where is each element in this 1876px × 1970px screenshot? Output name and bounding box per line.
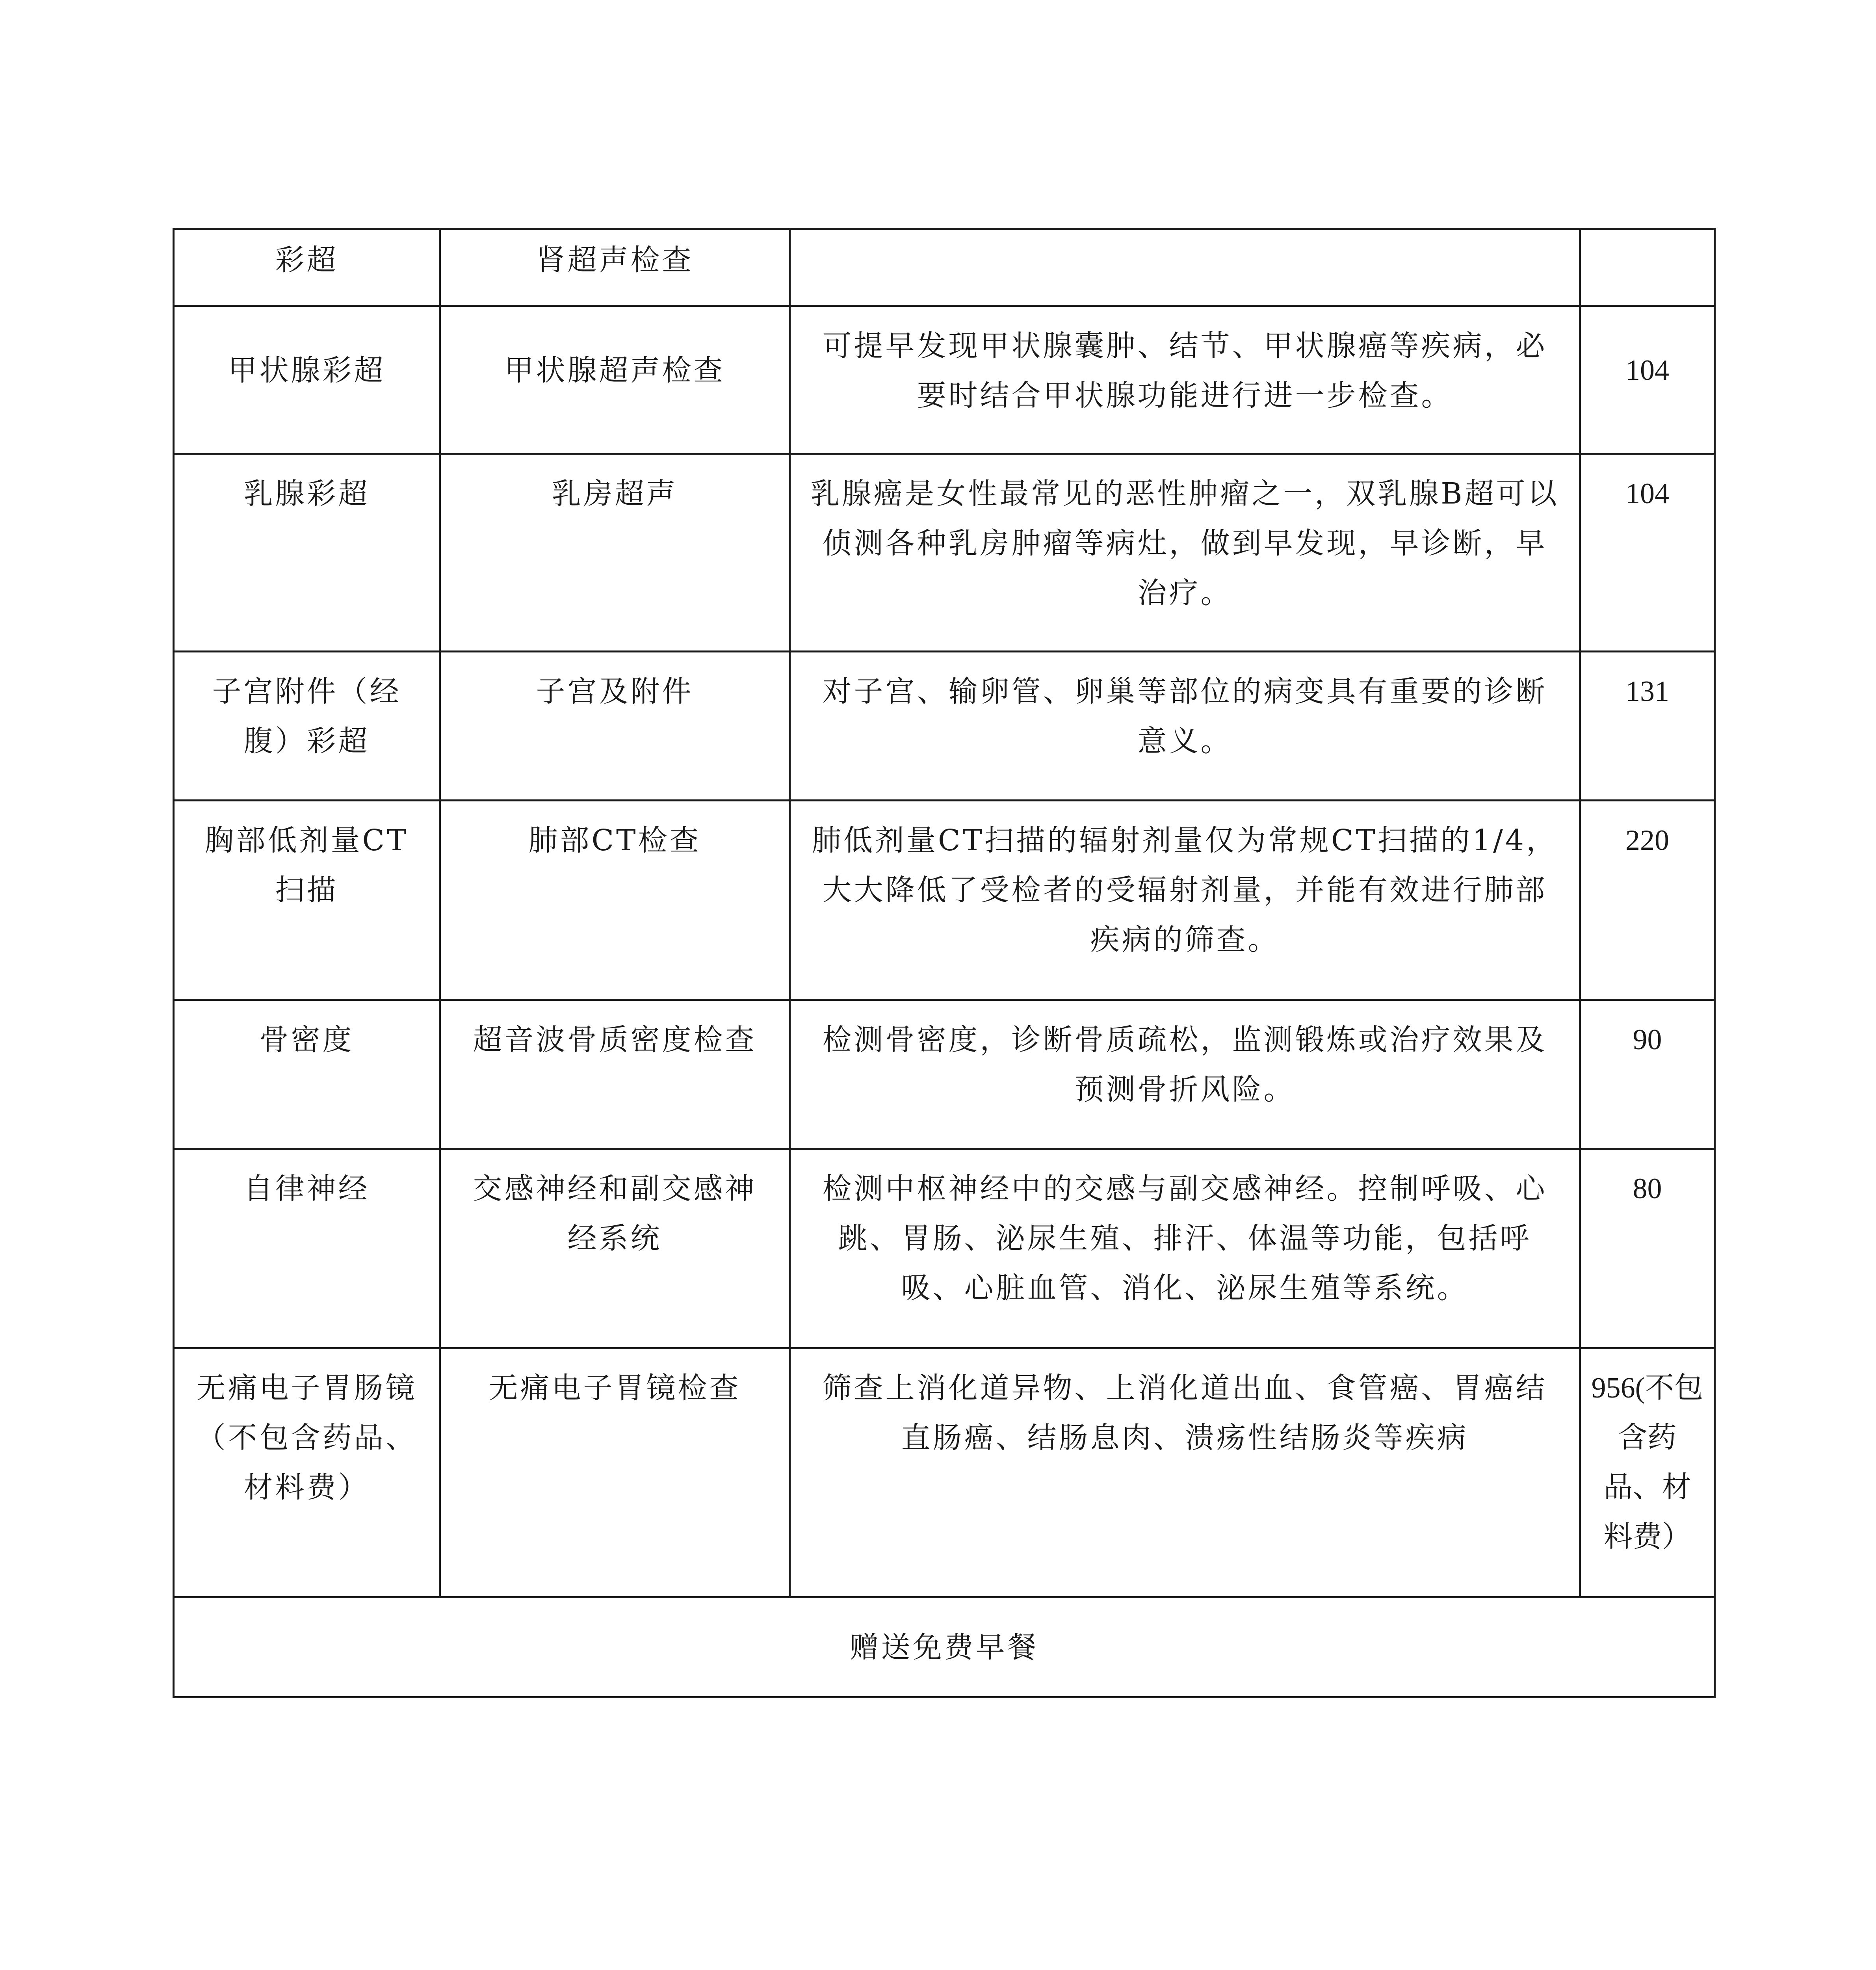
item-price-cell (1580, 1149, 1715, 1348)
item-description: 检测骨密度，诊断骨质疏松，监测锻炼或治疗效果及预测骨折风险。 (822, 1023, 1547, 1106)
item-price: 220 (1625, 824, 1669, 857)
item-content: 交感神经和副交感神经系统 (473, 1172, 757, 1255)
item-price-cell (1580, 1348, 1715, 1597)
item-price: 104 (1625, 478, 1669, 510)
item-content-cell (440, 652, 790, 801)
item-description-cell (790, 1348, 1580, 1597)
item-description-cell (790, 1000, 1580, 1149)
table-row (174, 1348, 1715, 1597)
item-description-cell (790, 801, 1580, 1000)
table-row (174, 652, 1715, 801)
item-name: 子宫附件（经腹）彩超 (212, 675, 401, 758)
item-price: 90 (1633, 1024, 1662, 1056)
item-price-cell (1580, 454, 1715, 652)
table-row (174, 306, 1715, 454)
item-price-cell (1580, 1000, 1715, 1149)
item-content: 无痛电子胃镜检查 (489, 1371, 741, 1405)
item-name-cell (174, 1149, 440, 1348)
item-description: 检测中枢神经中的交感与副交感神经。控制呼吸、心跳、胃肠、泌尿生殖、排汗、体温等功能，包括呼吸、心脏血管、消化、泌尿生殖等系统。 (822, 1172, 1547, 1305)
item-name: 骨密度 (259, 1023, 354, 1057)
item-name: 无痛电子胃肠镜（不包含药品、材料费） (196, 1371, 417, 1504)
item-price-cell (1580, 306, 1715, 454)
item-price: 131 (1625, 675, 1669, 708)
item-name-cell (174, 229, 440, 306)
item-content-cell (440, 1348, 790, 1597)
item-price-cell (1580, 229, 1715, 306)
item-price: 104 (1625, 354, 1669, 387)
exam-items-table (173, 228, 1716, 1698)
table-footer-row (174, 1597, 1715, 1697)
item-content: 子宫及附件 (536, 675, 694, 708)
item-content-cell (440, 306, 790, 454)
item-price: 956(不包含药品、材料费） (1591, 1372, 1703, 1553)
item-content-cell (440, 454, 790, 652)
table-row (174, 1000, 1715, 1149)
item-description-cell (790, 1149, 1580, 1348)
item-content: 乳房超声 (552, 477, 678, 511)
table-row (174, 1149, 1715, 1348)
item-price-cell (1580, 801, 1715, 1000)
item-name: 彩超 (275, 243, 338, 277)
item-price-cell (1580, 652, 1715, 801)
item-description: 肺低剂量CT扫描的辐射剂量仅为常规CT扫描的1/4，大大降低了受检者的受辐射剂量，并能有效进行肺部疾病的筛查。 (812, 823, 1558, 957)
item-price: 80 (1633, 1173, 1662, 1205)
item-description: 筛查上消化道异物、上消化道出血、食管癌、胃癌结直肠癌、结肠息肉、溃疡性结肠炎等疾病 (822, 1371, 1547, 1455)
item-name-cell (174, 1348, 440, 1597)
item-description-cell (790, 229, 1580, 306)
item-description-cell (790, 652, 1580, 801)
item-name-cell (174, 1000, 440, 1149)
item-content-cell (440, 1000, 790, 1149)
item-content: 肺部CT检查 (528, 823, 701, 857)
item-name: 自律神经 (243, 1172, 370, 1206)
footer-cell (174, 1597, 1715, 1697)
table-row (174, 229, 1715, 306)
item-name-cell (174, 306, 440, 454)
item-name-cell (174, 652, 440, 801)
item-content-cell (440, 801, 790, 1000)
item-name-cell (174, 801, 440, 1000)
item-content: 甲状腺超声检查 (504, 353, 725, 387)
item-name-cell (174, 454, 440, 652)
item-name: 乳腺彩超 (243, 477, 370, 511)
item-content-cell (440, 1149, 790, 1348)
table-row (174, 454, 1715, 652)
item-description-cell (790, 306, 1580, 454)
item-content: 超音波骨质密度检查 (473, 1023, 757, 1057)
free-breakfast-note: 赠送免费早餐 (849, 1630, 1039, 1664)
item-content: 肾超声检查 (536, 243, 694, 277)
item-description: 乳腺癌是女性最常见的恶性肿瘤之一，双乳腺B超可以侦测各种乳房肿瘤等病灶，做到早发现，早诊断，早治疗。 (810, 477, 1559, 610)
item-name: 甲状腺彩超 (228, 353, 386, 387)
item-content-cell (440, 229, 790, 306)
item-description: 对子宫、输卵管、卵巢等部位的病变具有重要的诊断意义。 (822, 675, 1547, 758)
item-description: 可提早发现甲状腺囊肿、结节、甲状腺癌等疾病，必要时结合甲状腺功能进行进一步检查。 (822, 329, 1547, 413)
item-description-cell (790, 454, 1580, 652)
item-name: 胸部低剂量CT扫描 (204, 823, 409, 907)
table-row (174, 801, 1715, 1000)
